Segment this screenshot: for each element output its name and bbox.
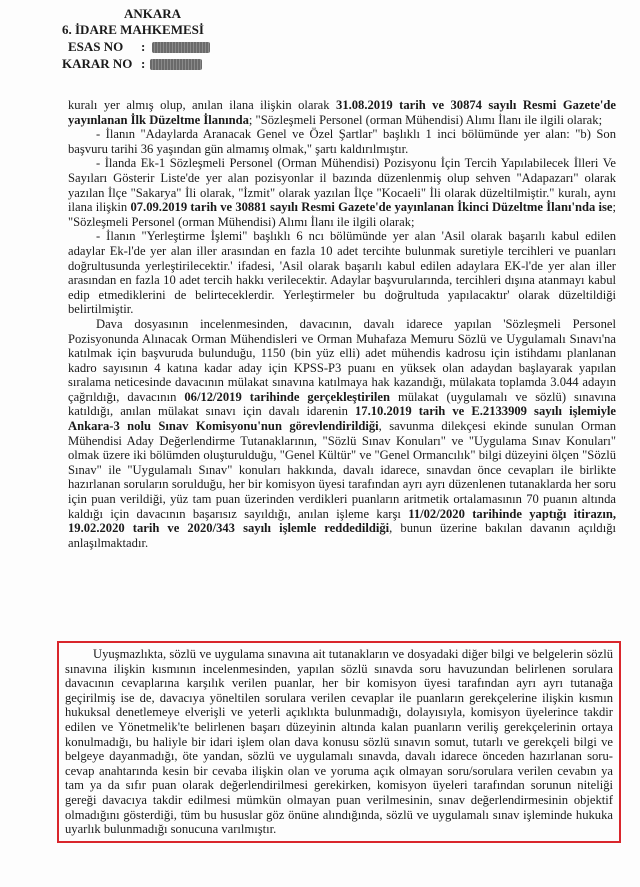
karar-no-label: KARAR NO (62, 56, 133, 71)
document-body (68, 98, 616, 550)
text-run: - İlanda Ek-1 Sözleşmeli Personel (Orman Mühendisi) Pozisyonu İçin Tercih Yapılabilecek İlleri Ve Sayıları Gösterir Liste'de yer alan pozisyonlar il bazında düzenlenmiş olup sehven "Adapazarı" olarak yazılan İlçe "Sakarya" İli olarak, "İzmit" olarak yazılan İlçe "Kocaeli" İli olarak düzeltilmiştir." kuralı, aynı ilana ilişkin (68, 156, 616, 215)
text-run: , bunun üzerine bakılan davanın açıldığı anlaşılmaktadır. (68, 521, 616, 550)
bold-text-run: 17.10.2019 tarih ve E.2133909 sayılı işlemiyle Ankara-3 nolu Sınav Komisyonu'nun görevlendirildiği (68, 404, 616, 434)
karar-no-redaction (150, 59, 202, 70)
esas-no-colon: : (141, 39, 146, 54)
text-run: kuralı yer almış olup, anılan ilana ilişkin olarak (68, 98, 337, 112)
highlighted-paragraph-box (57, 641, 621, 843)
bold-text-run: 06/12/2019 tarihinde gerçekleştirilen (184, 389, 390, 404)
bold-text-run: 31.08.2019 tarih ve 30874 sayılı Resmi Gazete'de yayınlanan İlk Düzeltme İlanında (68, 98, 617, 127)
header-court: 6. İDARE MAHKEMESİ (62, 22, 204, 37)
text-run: Uyuşmazlıkta, sözlü ve uygulama sınavına ait tutanakların ve dosyadaki diğer bilgi ve belgelerin sözlü sınavına ilişkin kısmının incelenmesinden, yapılan sözlü sınavda soru havuzundan belirlenen sorulara davacının cevaplarına karşılık verilen puanlar, her bir komisyon üyesi tarafından ayrı ayrı tutanağa geçirilmiş ise de, davacıya yöneltilen sorulara verilen cevaplar ile puanların gerekçelerine ilişkin kısmın hukuksal denetlemeye elverişli ve yeterli açıklıkta bulunmadığı, dolayısıyla, komisyon üyelerince takdir edilen ve Yönetmelik'te belirlenen başarı düzeyinin altında kalan puanların veriliş gerekçelerinin ortaya konulmadığı, bu haliyle bir idari işlem olan dava konusu sözlü sınavın somut, tutarlı ve gerekçeli bilgi ve belgeye dayanmadığı, öte yandan, sözlü ve uygulamalı sınavda, davalı idarece önceden hazırlanan soru-cevap anahtarında kesin bir cevaba ilişkin olan ve yoruma açık olmayan soru/sorulara verilen cevabın ya tam ya da sıfır puan olarak değerlendirilmesi gerekirken, komisyon üyeleri tarafından sorunun niteliği gereği davacıya takdir edilmesi mümkün olmayan puan verilmesinin, sınav değerlendirmesinin objektif olmadığını gösterdiği, tüm bu hususlar göz önüne alındığında, sözlü ve uygulamalı sınav işleminde hukuka uyarlık bulunmadığı sonucuna varılmıştır. (65, 647, 613, 837)
paragraph (68, 317, 616, 551)
karar-no-colon: : (141, 56, 146, 71)
bold-text-run: 11/02/2020 tarihinde yaptığı itirazın, 19.02.2020 tarih ve 2020/343 sayılı işlemle reddedildiği (68, 506, 616, 536)
paragraph (68, 98, 616, 127)
esas-no-label: ESAS NO (68, 39, 124, 54)
text-run: - İlanın "Adaylarda Aranacak Genel ve Özel Şartlar" başlıklı 1 inci bölümünde yer alan: "b) Son başvuru tarihi 36 yaşından gün almamış olmak," şartı kaldırılmıştır. (68, 127, 616, 156)
text-run: mülakat (uygulamalı ve sözlü) sınavına katıldığı, anılan mülakat sınavı için davalı idarenin (68, 389, 617, 419)
highlighted-paragraph (65, 647, 613, 837)
text-run: - İlanın "Yerleştirme İşlemi" başlıklı 6 ncı bölümünde yer alan 'Asil olarak başarılı kabul edilen adaylar Ek-l'de yer alan iller arasından en fazla 10 adet tercihte bulunmak suretiyle tercihleri ve puanları doğrultusunda yerleştirilecektir.' ifadesi, 'Asil olarak başarılı kabul edilen adaylara EK-l'de yer alan iller arasından en fazla 10 adet tercih hakkı verilecektir. Adaylar başvurularında, tercihleri dışına atanmayı kabul edip etmediklerini de belirteceklerdir. Yerleştirmeler bu doğrultuda yapılacaktır' olarak düzeltildiği belirtilmiştir. (68, 229, 616, 317)
paragraph (68, 229, 616, 317)
text-run: , savunma dilekçesi ekinde sunulan Orman Mühendisi Aday Değerlendirme Tutanaklarının, "Sözlü Sınav Konuları" ve "Uygulama Sınav Konuları" olmak üzere iki bölümden oluşturulduğu, "Genel Kültür" ve "Genel Ormancılık" bilgi düzeyini ölçen "Sözlü Sınav" ile "Uygulamalı Sınav" konuları hakkında, davalı idarece, sınavdan önce cevapları ile birlikte hazırlanan soruların sorulduğu, her bir komisyon üyesi tarafından ayrı ayrı düzenlenen tutanaklarda her soru için puan verildiği, yüz tam puan üzerinden verdikleri puanların aritmetik ortalamasının 70 puanın altında kaldığı için davacının başarısız sayıldığı, anılan işleme karşı (68, 419, 616, 521)
header-city: ANKARA (124, 6, 182, 21)
paragraph (68, 156, 616, 229)
bold-text-run: 07.09.2019 tarih ve 30881 sayılı Resmi Gazete'de yayınlanan İkinci Düzeltme İlanı'nda ise (130, 200, 613, 215)
paragraph (68, 127, 616, 156)
esas-no-redaction (152, 42, 210, 53)
text-run: ; "Sözleşmeli Personel (orman Mühendisi) Alımı İlanı ile ilgili olarak; (248, 112, 603, 127)
text-run: ; "Sözleşmeli Personel (orman Mühendisi) Alımı İlanı ile ilgili olarak; (68, 200, 616, 229)
text-run: Dava dosyasının incelenmesinden, davacının, davalı idarece yapılan 'Sözleşmeli Personel Pozisyonunda Alınacak Orman Mühendisleri ve Orman Muhafaza Memuru Sözlü ve Uygulamalı Sınavı'na katılmak için başvuruda bulunduğu, 1150 (bin yüz elli) adet mühendis kadrosu için istihdamı planlanan kadro sayısının 4 katına kadar aday için KPSS-P3 puanı en yüksek olan adaydan başlayarak yapılan sıralama neticesinde davacının mülakat sınavına katılmaya hak kazandığı, mülakata toplamda 3.044 adayın çağrıldığı, davacının (68, 316, 616, 404)
